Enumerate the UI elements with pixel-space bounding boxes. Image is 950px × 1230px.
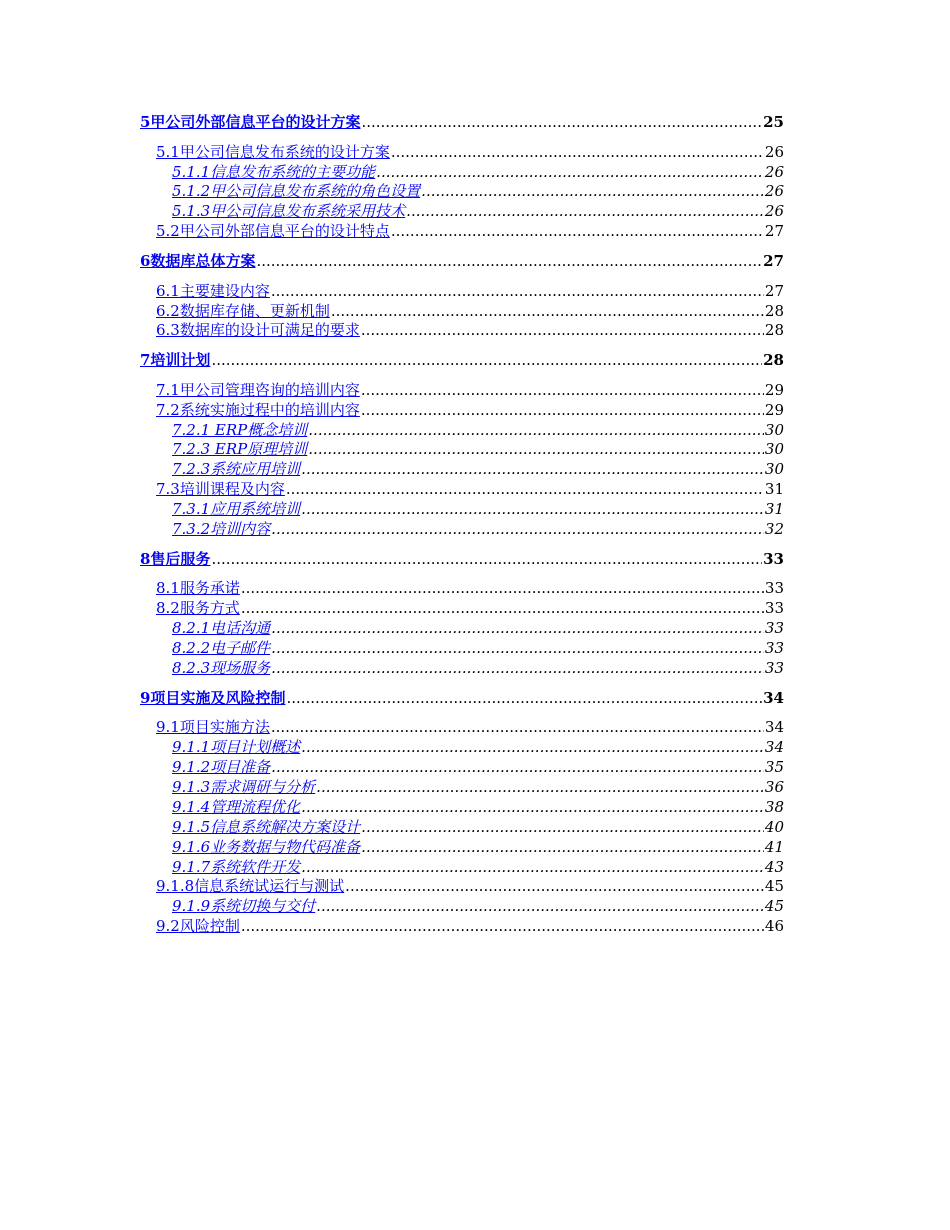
dot-leader [391,222,764,242]
toc-entry-link[interactable]: 8.1服务承诺 [156,579,240,598]
toc-entry [140,917,784,937]
dot-leader [211,550,762,570]
toc-entry [140,302,784,322]
toc-page-number: 33 [764,579,784,598]
toc-entry-link[interactable]: 9.1.3需求调研与分析 [172,778,316,796]
dot-leader [271,639,764,659]
toc-entry-link[interactable]: 8.2.2电子邮件 [172,639,271,658]
toc-entry [140,500,784,520]
toc-entry [140,440,784,460]
dot-leader [331,302,764,322]
dot-leader [241,917,764,937]
toc-entry-link[interactable]: 5.1.3甲公司信息发布系统采用技术 [172,202,406,221]
toc-entry [140,143,784,163]
dot-leader [301,500,764,520]
toc-entry-link[interactable]: 8.2服务方式 [156,599,240,618]
toc-page-number: 28 [764,301,784,320]
toc-page-number: 25 [763,113,784,131]
toc-entry-link[interactable]: 9.1.1项目计划概述 [172,738,301,757]
toc-entry-link[interactable]: 7.3.2培训内容 [172,520,271,539]
toc-page-number: 31 [764,500,784,519]
toc-entry [140,639,784,659]
toc-entry [140,460,784,480]
dot-leader [361,113,762,133]
toc-entry-link[interactable]: 7培训计划 [140,351,211,370]
toc-entry-link[interactable]: 9.2风险控制 [156,917,240,936]
toc-entry-link[interactable]: 6.1主要建设内容 [156,281,270,300]
toc-page-number: 33 [764,599,784,618]
toc-page-number: 26 [764,202,784,221]
toc-page-number: 26 [764,162,784,181]
toc-page-number: 40 [764,817,784,836]
dot-leader [301,738,764,758]
toc-page-number: 28 [763,351,784,370]
toc-entry [140,421,784,441]
toc-entry [140,401,784,421]
toc-page-number: 33 [763,549,784,568]
toc-page-number: 41 [764,837,784,856]
toc-page-number: 34 [764,738,784,757]
toc-entry [140,252,784,272]
toc-entry [140,222,784,242]
dot-leader [308,421,764,441]
toc-entry-link[interactable]: 7.2.3 ERP原理培训 [172,440,308,459]
dot-leader [361,401,764,421]
toc-page-number: 30 [764,460,784,479]
toc-entry [140,838,784,858]
toc-page-number: 43 [764,857,784,876]
toc-entry [140,599,784,619]
toc-page-number: 27 [764,222,784,241]
toc-page-number: 30 [764,420,784,439]
toc-entry [140,321,784,341]
toc-entry-link[interactable]: 7.1甲公司管理咨询的培训内容 [156,380,360,399]
toc-entry-link[interactable]: 9项目实施及风险控制 [140,688,286,707]
toc-page-number: 29 [764,380,784,399]
toc-entry-link[interactable]: 5.2甲公司外部信息平台的设计特点 [156,222,390,241]
toc-entry [140,202,784,222]
toc-entry [140,113,784,133]
toc-entry-link[interactable]: 5.1.2甲公司信息发布系统的角色设置 [172,182,421,201]
dot-leader [361,818,764,838]
toc-page-number: 38 [764,797,784,816]
dot-leader [211,351,762,371]
toc-entry [140,818,784,838]
toc-entry [140,758,784,778]
toc-entry-link[interactable]: 9.1.8信息系统试运行与测试 [156,877,345,896]
toc-page-number: 34 [764,718,784,737]
toc-entry-link[interactable]: 9.1.9系统切换与交付 [172,897,316,916]
toc-entry [140,351,784,371]
dot-leader [376,163,764,183]
toc-entry-link[interactable]: 9.1.2项目准备 [172,758,271,777]
dot-leader [361,321,764,341]
toc-entry-link[interactable]: 5.1甲公司信息发布系统的设计方案 [156,142,390,161]
dot-leader [301,798,764,818]
toc-entry [140,689,784,709]
toc-page-number: 29 [764,400,784,419]
toc-page-number: 33 [764,658,784,677]
dot-leader [271,718,764,738]
toc-page-number: 30 [764,440,784,459]
toc-page-number: 31 [764,480,784,499]
toc-entry [140,897,784,917]
toc-entry [140,381,784,401]
toc-entry-link[interactable]: 9.1.4管理流程优化 [172,797,301,816]
toc-entry [140,738,784,758]
toc-entry-link[interactable]: 9.1项目实施方法 [156,718,270,737]
toc-page-number: 46 [764,917,784,936]
toc-entry [140,858,784,878]
toc-entry-link[interactable]: 8.2.1电话沟通 [172,619,271,638]
toc-entry [140,659,784,679]
dot-leader [286,480,764,500]
toc-entry-link[interactable]: 8.2.3现场服务 [172,658,271,677]
toc-entry [140,798,784,818]
dot-leader [301,460,764,480]
toc-entry-link[interactable]: 9.1.7系统软件开发 [172,857,301,876]
toc-entry-link[interactable]: 6.2数据库存储、更新机制 [156,301,330,320]
toc-page-number: 33 [764,619,784,638]
toc-entry [140,579,784,599]
dot-leader [301,858,764,878]
dot-leader [361,838,764,858]
toc-entry [140,718,784,738]
toc-page-number: 27 [764,281,784,300]
toc-entry-link[interactable]: 7.3.1应用系统培训 [172,500,301,519]
dot-leader [271,520,764,540]
dot-leader [256,252,762,272]
toc-entry [140,877,784,897]
dot-leader [271,758,764,778]
dot-leader [271,282,764,302]
toc-page-number: 26 [764,182,784,201]
toc-page-number: 36 [764,778,784,796]
toc-entry-link[interactable]: 5.1.1信息发布系统的主要功能 [172,162,376,181]
toc-entry-link[interactable]: 8售后服务 [140,549,211,568]
toc-entry [140,282,784,302]
toc-page-number: 45 [764,897,784,916]
dot-leader [406,202,764,222]
toc-entry-link[interactable]: 7.2.1 ERP概念培训 [172,420,308,439]
dot-leader [391,143,764,163]
toc-page-number: 32 [764,520,784,539]
dot-leader [241,579,764,599]
toc-page-number: 27 [763,251,784,270]
toc-page-number: 28 [764,321,784,340]
dot-leader [316,778,764,798]
toc-entry [140,778,784,798]
dot-leader [286,689,762,709]
dot-leader [271,619,764,639]
toc-page-number: 33 [764,639,784,658]
toc-entry-link[interactable]: 7.3培训课程及内容 [156,480,285,499]
dot-leader [361,381,764,401]
toc-page-number: 35 [764,758,784,777]
dot-leader [241,599,764,619]
toc-page-number: 34 [763,688,784,707]
toc-entry-link[interactable]: 7.2系统实施过程中的培训内容 [156,400,360,419]
toc-page-number: 26 [764,142,784,161]
toc-entry-link[interactable]: 9.1.5信息系统解决方案设计 [172,817,361,836]
dot-leader [271,659,764,679]
toc-entry [140,520,784,540]
toc-entry-link[interactable]: 6数据库总体方案 [140,251,256,270]
toc-entry [140,550,784,570]
dot-leader [316,897,764,917]
toc-entry [140,619,784,639]
toc-entry [140,163,784,183]
toc-entry-link[interactable]: 6.3数据库的设计可满足的要求 [156,321,360,340]
dot-leader [345,877,764,897]
table-of-contents [140,113,784,937]
toc-entry [140,480,784,500]
dot-leader [421,182,764,202]
toc-entry-link[interactable]: 9.1.6业务数据与物代码准备 [172,837,361,856]
toc-entry-link[interactable]: 7.2.3系统应用培训 [172,460,301,479]
toc-entry-link[interactable]: 5甲公司外部信息平台的设计方案 [140,113,361,131]
toc-entry [140,182,784,202]
toc-page-number: 45 [764,877,784,896]
dot-leader [308,440,764,460]
